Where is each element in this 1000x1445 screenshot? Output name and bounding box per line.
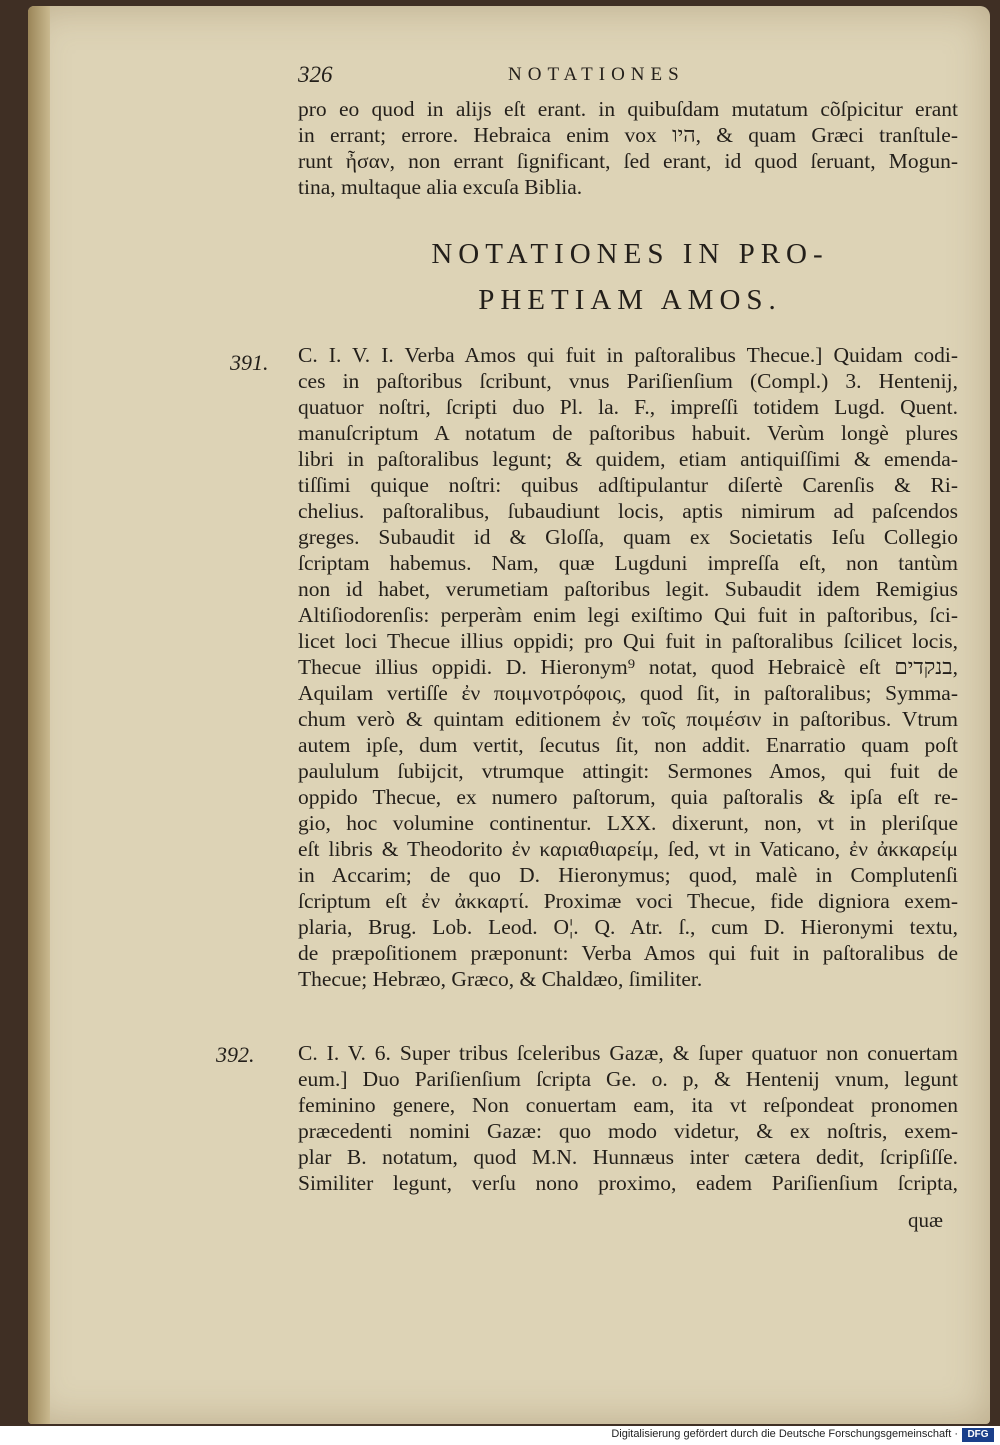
digitization-footer [0, 1426, 1000, 1445]
text-line: C. I. V. I. Verba Amos qui fuit in paſtoralibus Thecue.] Quidam codi- [298, 343, 958, 367]
text-line: licet loci Thecue illius oppidi; pro Qui fuit in paſtoralibus ſcilicet locis, [298, 629, 958, 653]
text-line: Thecue; Hebræo, Græco, & Chaldæo, ſimiliter. [298, 967, 703, 991]
text-line: runt ἦσαν, non errant ſignificant, ſed erant, id quod ſeruant, Mogun- [298, 149, 958, 173]
text-line: in errant; errore. Hebraica enim vox היו, & quam Græci tranſtule- [298, 123, 958, 147]
text-line: pro eo quod in alijs eſt erant. in quibuſdam mutatum cõſpicitur erant [298, 97, 958, 121]
running-title: NOTATIONES [508, 64, 685, 85]
catchword: quæ [908, 1208, 944, 1232]
text-line: ces in paſtoribus ſcribunt, vnus Pariſienſium (Compl.) 3. Hentenij, [298, 369, 958, 393]
running-header [298, 60, 958, 94]
text-line: præcedenti nomini Gazæ: quo modo videtur, & ex noſtris, exem- [298, 1119, 958, 1143]
text-line: gio, hoc volumine continentur. LXX. dixerunt, non, vt in pleriſque [298, 811, 958, 835]
text-line: ſcriptum eſt ἐν ἀκκαρτί. Proximæ voci Thecue, fide digniora exem- [298, 889, 958, 913]
funding-text: Digitalisierung gefördert durch die Deutsche Forschungsgemeinschaft · [611, 1428, 958, 1440]
text-line: greges. Subaudit id & Gloſſa, quam ex Societatis Ieſu Collegio [298, 525, 958, 549]
page-gutter-edge [28, 6, 50, 1424]
text-line: plar B. notatum, quod M.N. Hunnæus inter cætera dedit, ſcripſiſſe. [298, 1145, 958, 1169]
text-line: paululum ſubijcit, vtrumque attingit: Sermones Amos, qui fuit de [298, 759, 958, 783]
text-line: quatuor noſtri, ſcripti duo Pl. la. F., impreſſi totidem Lugd. Quent. [298, 395, 958, 419]
note-392-paragraph [298, 1040, 958, 1196]
text-line: Similiter legunt, verſu nono proximo, eadem Pariſienſium ſcripta, [298, 1171, 958, 1195]
margin-number-392: 392. [216, 1042, 255, 1067]
text-line: Thecue illius oppidi. D. Hieronym⁹ notat, quod Hebraicè eſt בנקדים, [298, 655, 958, 679]
margin-number-391: 391. [230, 350, 269, 375]
page-number: 326 [298, 62, 333, 87]
text-line: ſcriptam habemus. Nam, quæ Lugduni impreſſa eſt, non tantùm [298, 551, 958, 575]
intro-paragraph [298, 96, 958, 200]
text-line: non id habet, verumetiam paſtoribus legit. Subaudit idem Remigius [298, 577, 958, 601]
text-line: manuſcriptum A notatum de paſtoribus habuit. Verùm longè plures [298, 421, 958, 445]
text-line: de præpoſitionem præponunt: Verba Amos qui fuit in paſtoralibus de [298, 941, 958, 965]
text-line: in Accarim; de quo D. Hieronymus; quod, malè in Complutenſi [298, 863, 958, 887]
text-line: Altiſiodorenſis: perperàm enim legi exiſtimo Qui fuit in paſtoribus, ſci- [298, 603, 958, 627]
text-line: eum.] Duo Pariſienſium ſcripta Ge. o. p, & Hentenij vnum, legunt [298, 1067, 958, 1091]
text-line: feminino genere, Non conuertam eam, ita vt reſpondeat pronomen [298, 1093, 958, 1117]
text-line: C. I. V. 6. Super tribus ſceleribus Gazæ, & ſuper quatuor non conuertam [298, 1041, 958, 1065]
text-line: plaria, Brug. Lob. Leod. O¦. Q. Atr. ſ., cum D. Hieronymi textu, [298, 915, 958, 939]
text-line: tina, multaque alia excuſa Biblia. [298, 175, 583, 199]
dfg-logo-icon: DFG [962, 1428, 994, 1442]
text-line: eſt libris & Theodorito ἐν καριαθιαρείμ, ſed, vt in Vaticano, ἐν ἀκκαρείμ [298, 837, 958, 861]
text-line: autem ipſe, dum vertit, ſecutus ſit, non addit. Enarratio quam poſt [298, 733, 958, 757]
text-line: oppido Thecue, ex numero paſtorum, quia paſtoralis & ipſa eſt re- [298, 785, 958, 809]
section-heading-line2: PHETIAM AMOS. [478, 284, 782, 316]
text-line: chelius. paſtoralibus, ſubaudiunt locis, aptis nimirum ad paſcendos [298, 499, 958, 523]
text-line: Aquilam vertiſſe ἐν ποιμνοτρόφοις, quod ſit, in paſtoralibus; Symma- [298, 681, 958, 705]
text-line: tiſſimi quique noſtri: quibus adſtipulantur diſertè Carenſis & Ri- [298, 473, 958, 497]
section-heading-line1: NOTATIONES IN PRO- [431, 238, 829, 270]
text-line: libri in paſtoralibus legunt; & quidem, etiam antiquiſſimi & emenda- [298, 447, 958, 471]
note-391-paragraph [298, 342, 958, 992]
text-line: chum verò & quintam editionem ἐν τοῖς ποιμέσιν in paſtoribus. Vtrum [298, 707, 958, 731]
